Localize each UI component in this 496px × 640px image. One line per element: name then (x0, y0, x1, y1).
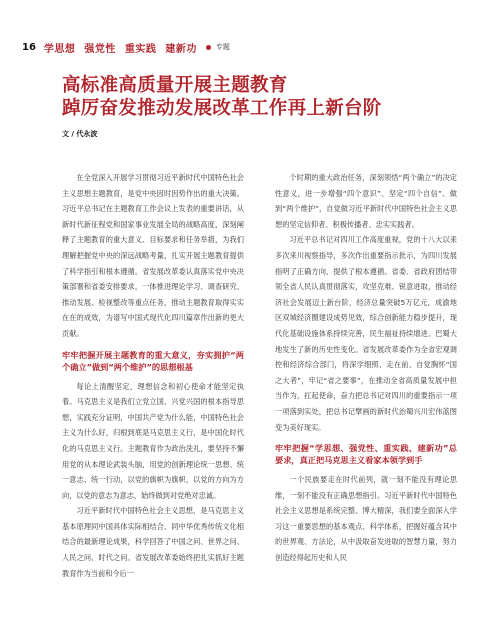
paragraph: 一个民族要走在时代前列，就一刻不能没有理论思维，一刻不能没有正确思想指引。习近平新时代中国特色社会主义思想是系统完整、博大精深，我们要全面深入学习这一重要思想的基本观点、科学体系，把握好蕴含其中的世界观、方法论，从中汲取奋发进取的智慧力量，努力创造经得起历史和人民 (275, 475, 457, 563)
paragraph: 在全党深入开展学习贯彻习近平新时代中国特色社会主义思想主题教育，是党中央因时因势作出的重大决策。习近平总书记在主题教育工作会议上发表的重要讲话，从新时代新征程党和国家事业发展全局的战略高度，深刻阐释了主题教育的重大意义、目标要求和任务举措，为我们理解把握党中央的深远战略考量，扎实开展主题教育提供了科学指引和根本遵循。省发展改革委认真落实党中央决策部署和省委安排要求，一体推进理论学习、调查研究、推动发展、检视整改等重点任务，推动主题教育取得实实在在的成效，为谱写中国式现代化四川篇章作出新的更大贡献。 (62, 173, 244, 338)
section-tag: 专题 (215, 43, 230, 51)
section-heading: 牢牢把握开展主题教育的重大意义，夯实拥护“两个确立”做到“两个维护”的思想根基 (62, 349, 244, 372)
title-line-2: 踔厉奋发推动发展改革工作再上新台阶 (62, 98, 382, 119)
article-title (62, 74, 462, 120)
page-number: 16 (22, 41, 36, 53)
title-line-1: 高标准高质量开展主题教育 (62, 75, 288, 96)
page-header (22, 40, 230, 54)
paragraph: 个时期的重大政治任务，深刻领悟“两个确立”的决定性意义，进一步增强“四个意识”、坚定“四个自信”、做到“两个维护”，自觉做习近平新时代中国特色社会主义思想的坚定信仰者、积极传播者、忠实实践者。 (275, 173, 457, 229)
section-heading: 牢牢把握“学思想、强党性、重实践、建新功”总要求，真正把马克思主义看家本领学到手 (275, 443, 457, 466)
paragraph: 习近平新时代中国特色社会主义思想，是马克思主义基本原理同中国具体实际相结合、同中华优秀传统文化相结合的最新理论成果，科学回答了中国之问、世界之问、人民之问、时代之问。省发展改革委始终把扎实抓好主题教育作为当前和今后一 (62, 506, 244, 578)
slogan-zhong: 重实践 (124, 43, 157, 55)
bullet-dot-icon (206, 45, 211, 50)
author-byline: 文 / 代永波 (62, 130, 98, 138)
right-column (275, 170, 457, 566)
slogan-xue: 学思想 (43, 43, 76, 55)
paragraph: 每论上清醒坚定，理想信念和初心使命才能坚定执着。马克思主义是我们立党立国、兴党兴国的根本指导思想，实践充分证明，中国共产党为什么能，中国特色社会主义为什么好，归根到底是马克思主义行，是中国化时代化的马克思主义行。主题教育作为政治洗礼，要坚持不懈用党的从本理论武装头脑，用党的创新理论统一思想、统一意志、统一行动，以党的旗帜为旗帜，以党的方向为方向，以党的意志为意志，始终做到对党绝对忠诚。 (62, 381, 244, 500)
left-column (62, 170, 244, 581)
paragraph: 习近平总书记对四川工作高度重视，党的十八大以来多次来川视察指导，多次作出重要指示批示，为四川发展指明了正确方向、提供了根本遵循。省委、省政府团结带领全省人民认真贯彻落实，攻坚克难、锐意进取，推动经济社会发展迈上新台阶，经济总量突破5万亿元，成渝地区双城经济圈建设成势见效，综合创新能力稳步提升，现代化基础设施体系持续完善，民生福祉持续增进。巴蜀大地发生了新的历史性变化。省发展改革委作为全省宏观调控和经济综合部门，将深学细照、走在前、自觉胸怀“国之大者”，牢记“省之要事”，在推动全省高质量发展中担当作为，扛起使命，奋力把总书记对四川的重要指示一项一项落到实处，把总书记擘画的新时代治蜀兴川宏伟蓝图变为美好现实。 (275, 235, 457, 432)
slogan-qiang: 强党性 (84, 43, 116, 55)
slogan-jian: 建新功 (165, 43, 197, 55)
